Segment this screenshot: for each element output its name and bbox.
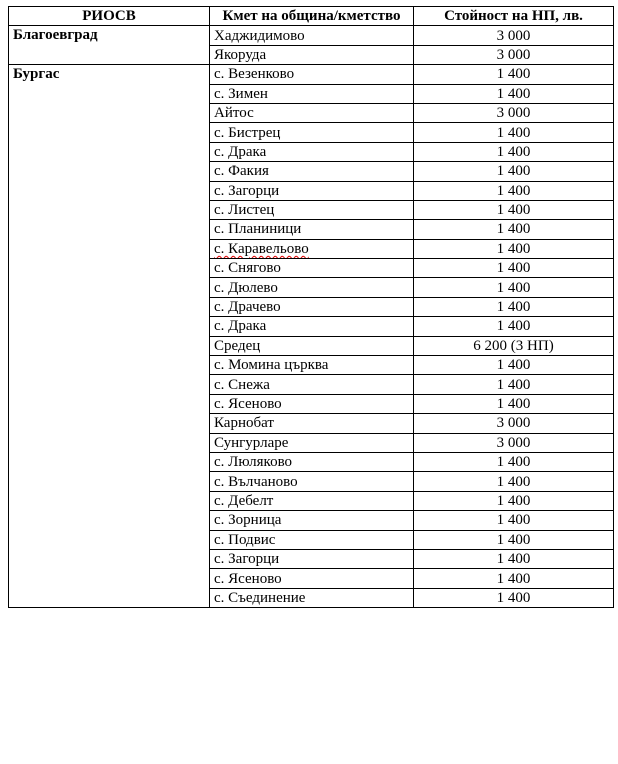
place-name: с. Съединение [214,589,306,606]
place-cell [210,356,414,375]
place-cell [210,433,414,452]
region-cell: Благоевград [9,26,210,65]
place-name: с. Факия [214,163,269,180]
place-cell [210,142,414,161]
place-cell [210,259,414,278]
value-cell: 3 000 [414,26,614,45]
place-name: с. Дебелт [214,492,274,509]
place-name: Айтос [214,105,254,122]
place-name: Сунгурларе [214,434,289,451]
place-cell [210,491,414,510]
value-cell: 1 400 [414,65,614,84]
table-body [9,26,614,608]
value-cell: 1 400 [414,472,614,491]
place-name: с. Драка [214,318,267,335]
value-cell: 3 000 [414,414,614,433]
place-cell [210,239,414,258]
place-name: с. Бистрец [214,124,281,141]
value-cell: 1 400 [414,84,614,103]
place-cell [210,45,414,64]
place-cell [210,530,414,549]
place-cell [210,569,414,588]
place-cell [210,336,414,355]
place-name: Средец [214,337,261,354]
place-name: с. Снежа [214,376,270,393]
header-mayor: Кмет на община/кметство [210,7,414,26]
place-cell [210,200,414,219]
place-name: с. Снягово [214,260,281,277]
place-cell [210,220,414,239]
value-cell: 1 400 [414,297,614,316]
value-cell: 1 400 [414,452,614,471]
value-cell: 3 000 [414,103,614,122]
place-name: с. Каравельово [214,240,309,257]
value-cell: 1 400 [414,142,614,161]
place-cell [210,549,414,568]
header-row [9,7,614,26]
table-row [9,26,614,45]
region-cell: Бургас [9,65,210,608]
value-cell: 1 400 [414,317,614,336]
place-cell [210,588,414,607]
place-name: Карнобат [214,415,274,432]
value-cell: 1 400 [414,511,614,530]
place-name: с. Вълчаново [214,473,298,490]
place-name: с. Подвис [214,531,276,548]
place-cell [210,26,414,45]
value-cell: 1 400 [414,549,614,568]
place-name: с. Дюлево [214,279,278,296]
place-name: с. Ясеново [214,570,282,587]
value-cell: 1 400 [414,123,614,142]
value-cell: 1 400 [414,530,614,549]
place-cell [210,375,414,394]
value-cell: 1 400 [414,200,614,219]
header-riosv: РИОСВ [9,7,210,26]
value-cell: 1 400 [414,394,614,413]
place-name: Хаджидимово [214,27,305,44]
place-name: с. Везенково [214,66,295,83]
value-cell: 3 000 [414,45,614,64]
place-cell [210,123,414,142]
place-name: с. Момина църква [214,357,329,374]
table-row [9,65,614,84]
place-name: с. Зорница [214,512,282,529]
value-cell: 3 000 [414,433,614,452]
place-cell [210,511,414,530]
place-cell [210,162,414,181]
place-cell [210,414,414,433]
value-cell: 1 400 [414,259,614,278]
value-cell: 1 400 [414,220,614,239]
place-cell [210,317,414,336]
place-name: с. Зимен [214,85,268,102]
place-cell [210,452,414,471]
place-name: с. Драчево [214,299,281,316]
value-cell: 1 400 [414,588,614,607]
place-cell [210,278,414,297]
value-cell: 6 200 (3 НП) [414,336,614,355]
place-name: с. Ясеново [214,396,282,412]
place-cell [210,84,414,103]
funding-table [8,6,614,608]
place-name: с. Загорци [214,182,280,199]
value-cell: 1 400 [414,569,614,588]
value-cell: 1 400 [414,375,614,394]
place-cell [210,181,414,200]
value-cell: 1 400 [414,239,614,258]
place-name: с. Люляково [214,454,293,471]
place-name: с. Драка [214,143,267,160]
place-cell [210,394,414,413]
place-name: Якоруда [214,46,267,63]
value-cell: 1 400 [414,278,614,297]
place-name: с. Загорци [214,551,280,568]
place-name: с. Планиници [214,221,302,238]
place-name: с. Листец [214,202,275,219]
value-cell: 1 400 [414,181,614,200]
value-cell: 1 400 [414,491,614,510]
value-cell: 1 400 [414,356,614,375]
value-cell: 1 400 [414,162,614,181]
place-cell [210,297,414,316]
place-cell [210,65,414,84]
header-value: Стойност на НП, лв. [414,7,614,26]
place-cell [210,103,414,122]
place-cell [210,472,414,491]
